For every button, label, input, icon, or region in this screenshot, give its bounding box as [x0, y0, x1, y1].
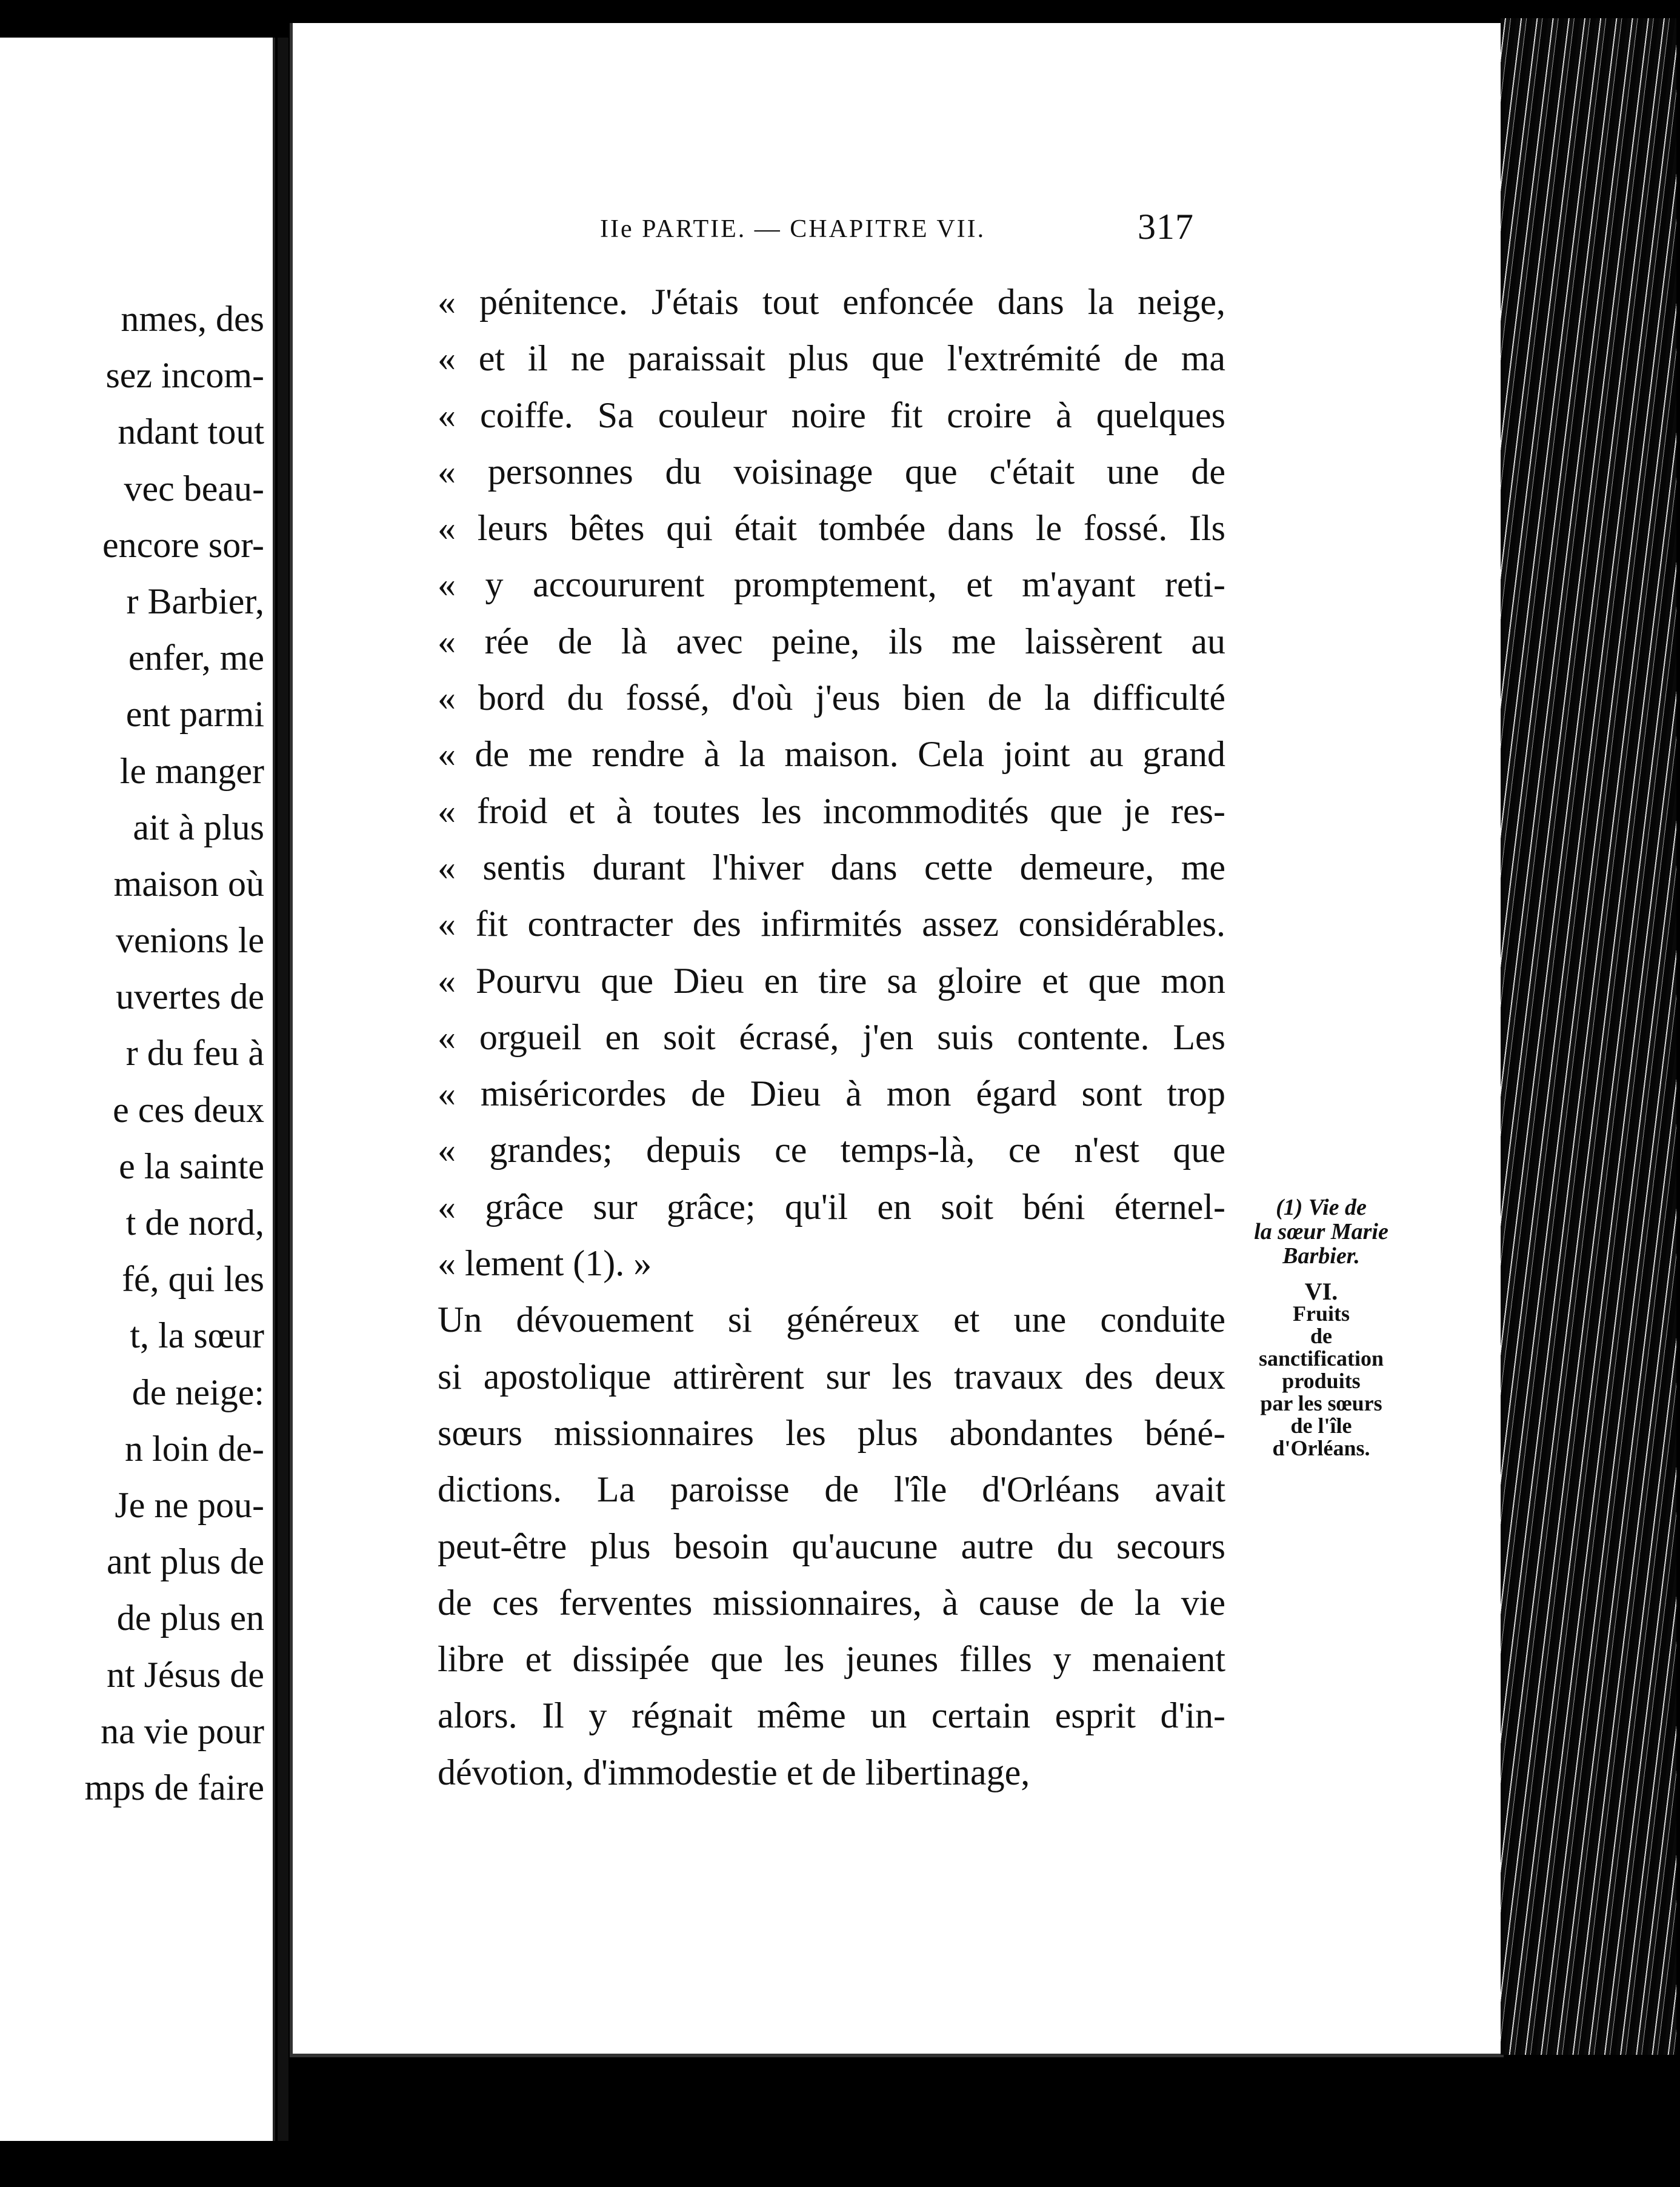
text-line: Un dévouement si généreux et une conduite: [438, 1300, 1225, 1340]
sidenote-line: de: [1310, 1324, 1332, 1348]
text-line: « et il ne paraissait plus que l'extrémité de ma: [438, 338, 1225, 379]
previous-page-line: ndant tout: [118, 412, 264, 452]
previous-page-line: r du feu à: [125, 1033, 264, 1073]
previous-page-line: na vie pour: [101, 1711, 264, 1751]
page-number: 317: [1138, 207, 1194, 247]
text-line: « personnes du voisinage que c'était une de: [438, 451, 1225, 492]
text-line: « grandes; depuis ce temps-là, ce n'est que: [438, 1130, 1225, 1170]
running-title: IIe PARTIE. — CHAPITRE VII.: [600, 215, 986, 243]
previous-page-line: de plus en: [116, 1598, 264, 1638]
previous-page-line: nt Jésus de: [107, 1654, 264, 1695]
previous-page-line: nmes, des: [121, 299, 264, 339]
previous-page-line: t, la sœur: [130, 1315, 264, 1356]
previous-page-line: ent parmi: [125, 694, 264, 735]
previous-page-line: sez incom-: [105, 355, 264, 396]
text-line: « miséricordes de Dieu à mon égard sont trop: [438, 1073, 1225, 1114]
running-head: [600, 206, 1194, 249]
footnote-line: la sœur Marie: [1254, 1219, 1388, 1244]
previous-page-line: Je ne pou-: [115, 1484, 264, 1525]
sidenote-line: de l'île: [1290, 1414, 1352, 1438]
previous-page-line: r Barbier,: [126, 581, 264, 621]
text-line: dictions. La paroisse de l'île d'Orléans avait: [438, 1469, 1225, 1510]
text-line: libre et dissipée que les jeunes filles y menaient: [438, 1639, 1225, 1680]
sidenote-line: par les sœurs: [1260, 1391, 1382, 1415]
previous-page-line: encore sor-: [102, 524, 264, 565]
sidenote-line: d'Orléans.: [1272, 1436, 1370, 1460]
text-line: dévotion, d'immodestie et de libertinage,: [438, 1752, 1030, 1792]
text-line: alors. Il y régnait même un certain esprit d'in-: [438, 1695, 1225, 1736]
previous-page-line: ait à plus: [133, 807, 264, 847]
text-line: « rée de là avec peine, ils me laissèrent au: [438, 621, 1225, 661]
previous-page-line: ant plus de: [107, 1541, 264, 1582]
previous-page-line: maison où: [113, 863, 264, 904]
previous-page-line: de neige:: [132, 1372, 264, 1412]
previous-page-line: e ces deux: [113, 1089, 264, 1130]
previous-page-line: fé, qui les: [122, 1259, 264, 1300]
previous-page-line: venions le: [116, 920, 264, 961]
footnote-line: Barbier.: [1282, 1243, 1360, 1269]
text-line: « bord du fossé, d'où j'eus bien de la difficulté: [438, 678, 1225, 718]
book-gutter: [278, 38, 288, 2141]
body-text: [438, 274, 1225, 1801]
text-line: « leurs bêtes qui était tombée dans le fossé. Ils: [438, 508, 1225, 549]
previous-page-line: le manger: [119, 750, 264, 791]
text-line: « orgueil en soit écrasé, j'en suis contente. Les: [438, 1017, 1225, 1057]
text-line: « froid et à toutes les incommodités que je res-: [438, 790, 1225, 831]
previous-page-line: vec beau-: [124, 468, 264, 509]
sidenote: [1230, 1280, 1412, 1460]
text-line: « pénitence. J'étais tout enfoncée dans la neige,: [438, 282, 1225, 322]
text-line: « grâce sur grâce; qu'il en soit béni éternel-: [438, 1186, 1225, 1227]
text-line: « y accoururent promptement, et m'ayant reti-: [438, 564, 1225, 605]
text-line: « de me rendre à la maison. Cela joint au grand: [438, 734, 1225, 775]
previous-page: [0, 38, 275, 2141]
previous-page-line: enfer, me: [128, 638, 264, 678]
previous-page-line: uvertes de: [116, 977, 264, 1017]
text-line: « Pourvu que Dieu en tire sa gloire et que mon: [438, 960, 1225, 1001]
text-line: peut-être plus besoin qu'aucune autre du secours: [438, 1526, 1225, 1566]
sidenote-number: VI.: [1304, 1278, 1338, 1305]
text-line: « coiffe. Sa couleur noire fit croire à quelques: [438, 395, 1225, 435]
footnote: [1230, 1195, 1412, 1268]
previous-page-line: e la sainte: [119, 1146, 264, 1186]
text-line: « fit contracter des infirmités assez considérables.: [438, 904, 1225, 944]
sidenote-line: sanctification: [1259, 1346, 1384, 1371]
sidenote-line: Fruits: [1293, 1301, 1350, 1326]
previous-page-line: mps de faire: [84, 1767, 264, 1808]
text-line: « sentis durant l'hiver dans cette demeure, me: [438, 847, 1225, 887]
page-edges: [1501, 18, 1676, 2055]
previous-page-text: [84, 291, 264, 1816]
sidenote-line: produits: [1282, 1369, 1361, 1393]
text-line: sœurs missionnaires les plus abondantes béné-: [438, 1412, 1225, 1453]
text-line: si apostolique attirèrent sur les travaux des deux: [438, 1356, 1225, 1397]
previous-page-line: n loin de-: [125, 1428, 264, 1469]
footnote-line: (1) Vie de: [1276, 1195, 1367, 1220]
previous-page-line: t de nord,: [125, 1203, 264, 1243]
text-line: de ces ferventes missionnaires, à cause de la vie: [438, 1582, 1225, 1623]
text-line: « lement (1). »: [438, 1243, 652, 1284]
margin-notes: [1230, 1195, 1412, 1460]
